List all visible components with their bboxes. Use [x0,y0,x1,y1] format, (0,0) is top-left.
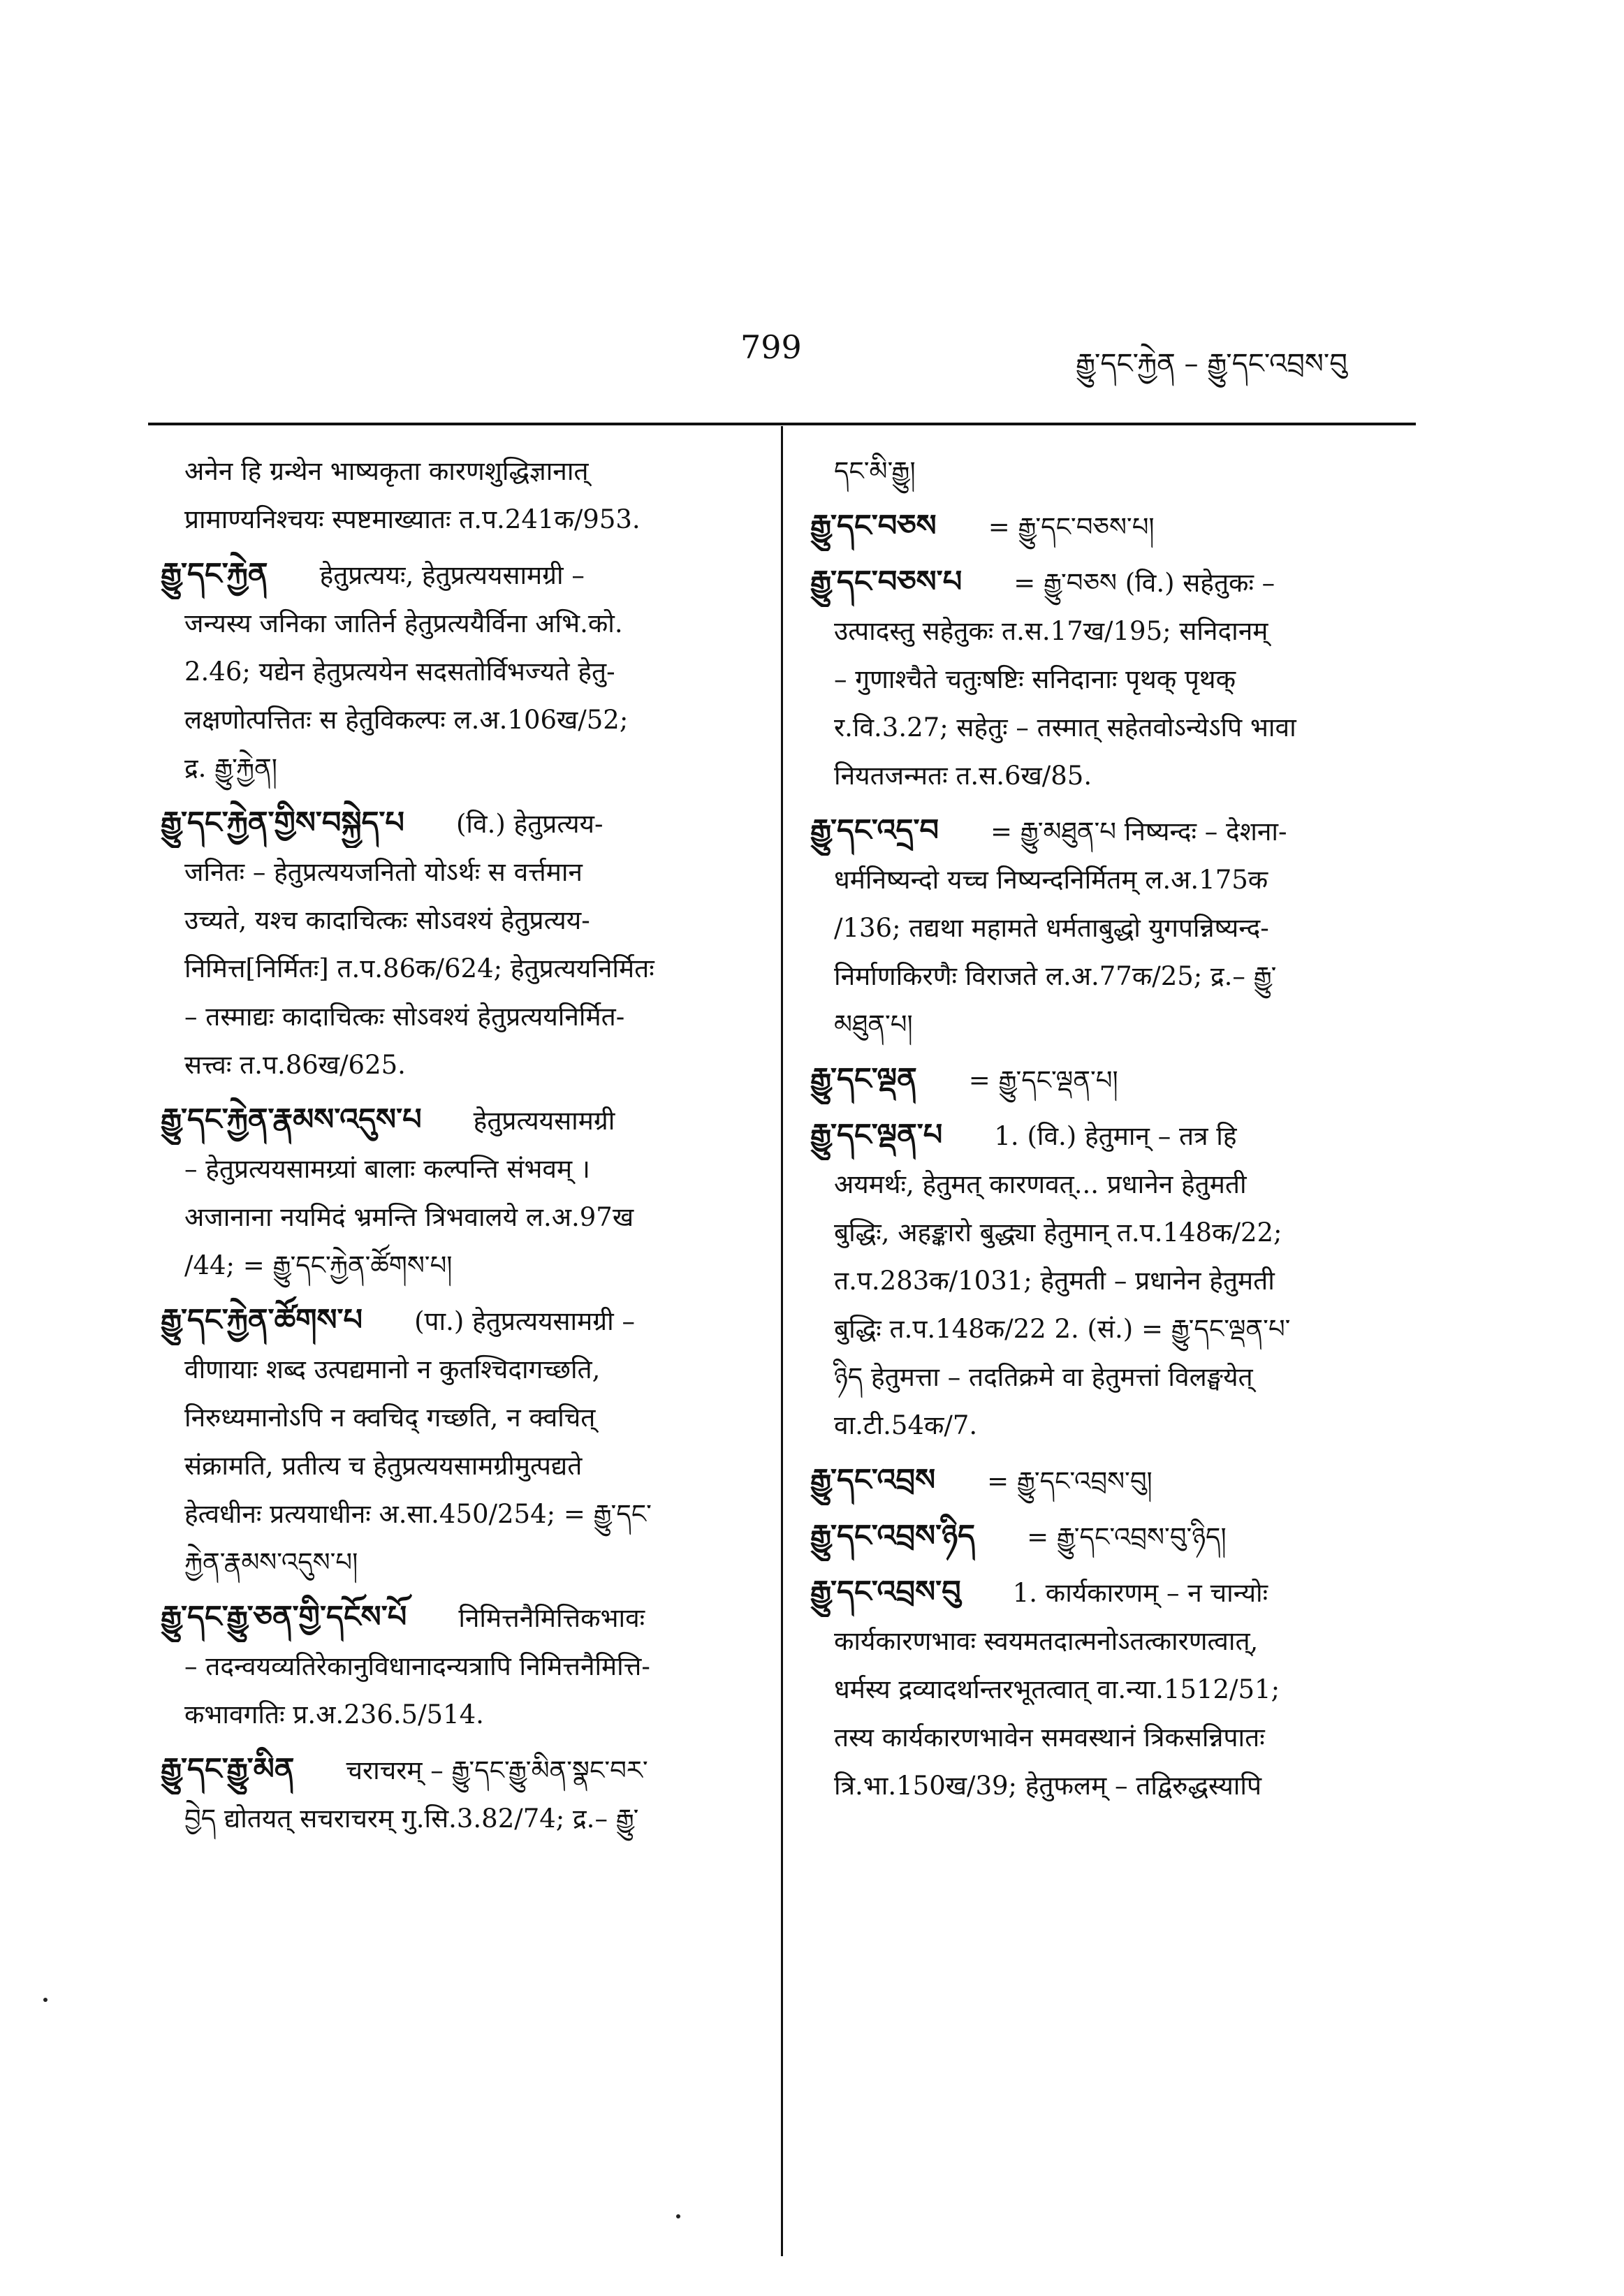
entry-head-line [161,1746,761,1794]
entry-text-line: नियतजन्मतः त.स.6ख/85. [834,761,1092,791]
entry-head-line [161,1096,761,1145]
dictionary-entry [810,1512,1411,1561]
running-head: རྒྱུ་དང་རྐྱེན – རྒྱུ་དང་འབྲས་བུ [1076,348,1347,380]
entry-text-line: द्र. རྒྱུ་རྐྱེན། [184,753,277,783]
dictionary-entry [810,807,1411,1048]
entry-head-line [810,1512,1411,1561]
headword: རྒྱུ་དང་རྐྱེན་གྱིས་བསྐྱེད་པ [161,805,404,840]
entry-text-line: संक्रामति, प्रतीत्य च हेतुप्रत्ययसामग्रीमुत्पद्यते [184,1451,583,1481]
dictionary-entry [810,1111,1411,1449]
entry-text-line: अनेन हि ग्रन्थेन भाष्यकृता कारणशुद्धिज्ञानात् [184,456,589,486]
dictionary-entry [810,558,1411,800]
headword: རྒྱུ་དང་འབྲས་བུ [810,1574,961,1609]
entry-text-line: बुद्धिः त.प.148क/22 2. (सं.) = རྒྱུ་དང་ལྡན་པ་ [834,1314,1291,1344]
entry-head-line [810,502,1411,551]
entry-text-line: हेत्वधीनः प्रत्ययाधीनः अ.सा.450/254; = རྒྱུ་དང་ [184,1499,652,1529]
entry-text-line: वा.टी.54क/7. [834,1410,978,1440]
entry-text-line: उच्यते, यश्च कादाचित्कः सोऽवश्यं हेतुप्रत्यय- [184,905,590,935]
headword-gloss: (वि.) हेतुप्रत्यय- [456,809,603,839]
entry-head-line [161,799,761,848]
stray-mark [676,2214,680,2218]
headword-gloss: = རྒྱུ་དང་ལྡན་པ། [968,1065,1118,1095]
headword: རྒྱུ་དང་ལྡན་པ [810,1118,943,1153]
headword: རྒྱུ་དང་རྒྱུ་མིན [161,1752,295,1787]
entry-text-line: त.प.283क/1031; हेतुमती – प्रधानेन हेतुमती [834,1266,1275,1296]
left-column [161,447,761,1850]
entry-head-line [161,1593,761,1642]
headword-gloss: (पा.) हेतुप्रत्ययसामग्री – [414,1306,635,1336]
entry-text-line: धर्मनिष्यन्दो यच्च निष्यन्दनिर्मितम् ल.अ.175क [834,865,1268,895]
stray-mark [43,1998,47,2002]
entry-text-line: རྐྱེན་རྣམས་འདུས་པ། [184,1547,358,1577]
headword: རྒྱུ་དང་འབྲས [810,1463,936,1498]
right-column [810,447,1411,1817]
entry-text-line: མཐུན་པ། [834,1009,913,1039]
entry-text-line: वीणायाः शब्द उत्पद्यमानो न कुतश्चिदागच्छति, [184,1354,601,1384]
dictionary-entry [810,447,1411,495]
headword-gloss: 1. कार्यकारणम् – न चान्योः [1012,1578,1268,1608]
entry-head-line [810,1055,1411,1104]
headword: རྒྱུ་དང་རྐྱེན [161,557,268,592]
entry-text-line: बुद्धिः, अहङ्कारो बुद्ध्या हेतुमान् त.प.148क/22; [834,1218,1282,1248]
entry-head-line [161,550,761,599]
entry-text-line: लक्षणोत्पत्तितः स हेतुविकल्पः ल.अ.106ख/52; [184,705,629,735]
entry-text-line: /44; = རྒྱུ་དང་རྐྱེན་ཚོགས་པ། [184,1250,453,1280]
column-divider [781,426,783,2256]
dictionary-entry [161,799,761,1089]
headword-gloss: 1. (वि.) हेतुमान् – तत्र हि [994,1121,1237,1151]
entry-text-line: र.वि.3.27; सहेतुः – तस्मात् सहेतवोऽन्येऽपि भावा [834,712,1296,743]
headword-gloss: = རྒྱུ་དང་བཅས་པ། [988,512,1155,542]
dictionary-entry [161,550,761,792]
headword-gloss: = རྒྱུ་མཐུན་པ निष्यन्दः – देशना- [990,817,1287,847]
page-number: 799 [740,328,802,366]
entry-text-line: བྱེད द्योतयत् सचराचरम् गु.सि.3.82/74; द्र.– རྒྱུ་ [184,1804,639,1834]
dictionary-entry [161,447,761,543]
headword-gloss: = རྒྱུ་བཅས (वि.) सहेतुकः – [1014,568,1275,598]
dictionary-entry [161,1296,761,1586]
entry-text-line: – गुणाश्चैते चतुःषष्टिः सनिदानाः पृथक् पृथक् [834,664,1236,694]
headword: རྒྱུ་དང་བཅས་པ [810,564,963,599]
entry-text-line: उत्पादस्तु सहेतुकः त.स.17ख/195; सनिदानम् [834,616,1268,646]
entry-text-line: जनितः – हेतुप्रत्ययजनितो योऽर्थः स वर्त्तमान [184,857,583,887]
entry-head-line [810,1111,1411,1160]
dictionary-entry [810,1055,1411,1104]
entry-text-line: – हेतुप्रत्ययसामग्र्यां बालाः कल्पन्ति संभवम् । [184,1154,590,1184]
header-rule [148,423,1416,425]
entry-head-line [810,1456,1411,1505]
dictionary-entry [810,1568,1411,1810]
entry-text-line: कार्यकारणभावः स्वयमतदात्मनोऽतत्कारणत्वात्, [834,1626,1259,1656]
dictionary-entry [161,1096,761,1289]
headword: རྒྱུ་དང་ལྡན [810,1062,917,1097]
headword-gloss: हेतुप्रत्ययसामग्री [473,1106,615,1136]
entry-text-line: निरुध्यमानोऽपि न क्वचिद् गच्छति, न क्वचित् [184,1403,596,1433]
headword: རྒྱུ་དང་འབྲས་ཉིད [810,1519,976,1553]
dictionary-entry [161,1593,761,1739]
dictionary-entry [161,1746,761,1843]
entry-text-line: सत्त्वः त.प.86ख/625. [184,1050,406,1080]
entry-head-line [161,1296,761,1345]
entry-text-line: 2.46; यद्येन हेतुप्रत्ययेन सदसतोर्विभज्यते हेतु- [184,657,615,687]
entry-text-line: – तस्माद्यः कादाचित्कः सोऽवश्यं हेतुप्रत्ययनिर्मित- [184,1002,625,1032]
entry-text-line: जन्यस्य जनिका जातिर्न हेतुप्रत्ययैर्विना अभि.को. [184,608,623,638]
entry-text-line: དང་མི་རྒྱུ། [834,456,916,486]
headword: རྒྱུ་དང་བཅས [810,509,937,543]
entry-text-line: त्रि.भा.150ख/39; हेतुफलम् – तद्विरुद्धस्यापि [834,1771,1261,1801]
headword: རྒྱུ་དང་འདྲ་བ [810,813,939,848]
entry-text-line: निर्माणकिरणैः विराजते ल.अ.77क/25; द्र.– རྒྱུ་ [834,961,1277,991]
entry-text-line: ཉིད हेतुमत्ता – तदतिक्रमे वा हेतुमत्तां विलङ्घयेत् [834,1362,1253,1392]
entry-text-line: कभावगतिः प्र.अ.236.5/514. [184,1699,484,1730]
entry-text-line: धर्मस्य द्रव्यादर्थान्तरभूतत्वात् वा.न्या.1512/51; [834,1674,1280,1704]
dictionary-entry [810,502,1411,551]
headword: རྒྱུ་དང་རྒྱུ་ཅན་གྱི་དངོས་པོ [161,1600,407,1635]
headword-gloss: चराचरम् – རྒྱུ་དང་རྒྱུ་མིན་སྣང་བར་ [346,1755,648,1785]
entry-text-line: अयमर्थः, हेतुमत् कारणवत्... प्रधानेन हेतुमती [834,1169,1247,1199]
entry-text-line: निमित्त[निर्मितः] त.प.86क/624; हेतुप्रत्ययनिर्मितः [184,953,654,984]
entry-head-line [810,807,1411,856]
entry-text-line: प्रामाण्यनिश्चयः स्पष्टमाख्यातः त.प.241क/953. [184,504,641,534]
entry-text-line: अजानाना नयमिदं भ्रमन्ति त्रिभवालये ल.अ.97ख [184,1202,634,1232]
headword-gloss: = རྒྱུ་དང་འབྲས་བུ། [987,1466,1153,1496]
entry-text-line: /136; तद्यथा महामते धर्मताबुद्धो युगपन्निष्यन्द- [834,913,1269,943]
entry-text-line: – तदन्वयव्यतिरेकानुविधानादन्यत्रापि निमित्तनैमित्ति- [184,1651,650,1681]
headword-gloss: निमित्तनैमित्तिकभावः [458,1603,645,1633]
entry-text-line: तस्य कार्यकारणभावेन समवस्थानं त्रिकसन्निपातः [834,1723,1265,1753]
entry-head-line [810,558,1411,607]
headword: རྒྱུ་དང་རྐྱེན་ཚོགས་པ [161,1303,363,1338]
headword-gloss: = རྒྱུ་དང་འབྲས་བུ་ཉིད། [1027,1522,1227,1552]
headword-gloss: हेतुप्रत्ययः, हेतुप्रत्ययसामग्री – [319,560,585,590]
entry-head-line [810,1568,1411,1617]
dictionary-entry [810,1456,1411,1505]
headword: རྒྱུ་དང་རྐྱེན་རྣམས་འདུས་པ [161,1102,422,1137]
